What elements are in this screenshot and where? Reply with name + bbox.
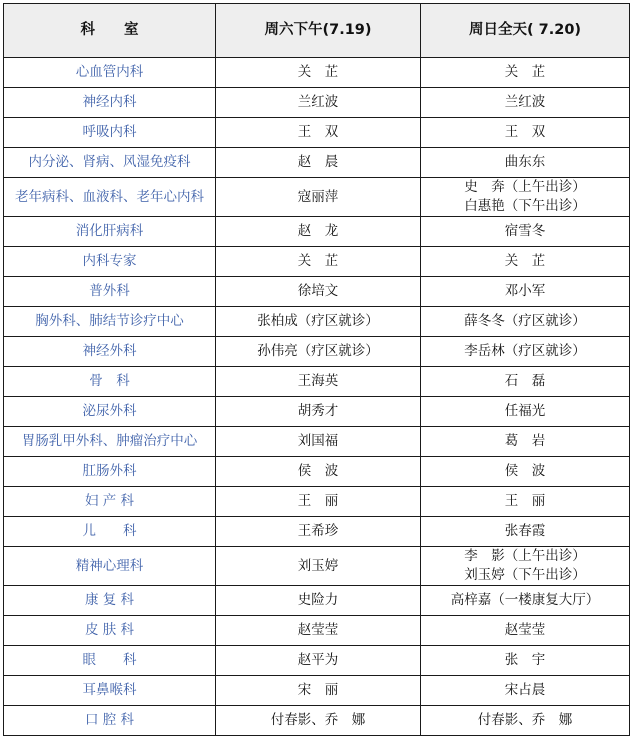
sunday-doctor-cell — [421, 646, 630, 676]
doctor-name: 关 芷 — [504, 64, 546, 80]
saturday-doctor-cell — [216, 337, 421, 367]
doctor-name: 宋 丽 — [297, 682, 339, 698]
doctor-name: 王 丽 — [504, 493, 546, 509]
doctor-name: 任福光 — [504, 403, 546, 419]
doctor-name: 李岳林（疗区就诊） — [464, 343, 586, 359]
doctor-name: 兰红波 — [297, 94, 339, 110]
department-cell: 胸外科、肺结节诊疗中心 — [4, 307, 216, 337]
doctor-name: 宿雪冬 — [504, 223, 546, 239]
sunday-doctor-cell — [421, 586, 630, 616]
sunday-doctor-cell — [421, 616, 630, 646]
sunday-doctor-cell — [421, 58, 630, 88]
doctor-name: 兰红波 — [504, 94, 546, 110]
doctor-name: 张柏成（疗区就诊） — [257, 313, 379, 329]
table-row — [4, 307, 630, 337]
department-cell: 呼吸内科 — [4, 118, 216, 148]
saturday-doctor-cell — [216, 118, 421, 148]
doctor-name: 孙伟亮（疗区就诊） — [257, 343, 379, 359]
sunday-doctor-cell — [421, 397, 630, 427]
doctor-name: 付春影、乔 娜 — [270, 712, 366, 728]
sunday-doctor-cell — [421, 487, 630, 517]
table-row — [4, 517, 630, 547]
saturday-doctor-cell — [216, 217, 421, 247]
saturday-doctor-cell — [216, 277, 421, 307]
doctor-name: 赵莹莹 — [504, 622, 546, 638]
doctor-name: 刘玉婷 — [297, 557, 339, 574]
doctor-name: 张 宇 — [504, 652, 546, 668]
department-cell: 内分泌、肾病、风湿免疫科 — [4, 148, 216, 178]
saturday-doctor-cell — [216, 247, 421, 277]
doctor-name: 赵 龙 — [297, 223, 339, 239]
saturday-doctor-cell — [216, 457, 421, 487]
saturday-doctor-cell — [216, 547, 421, 586]
saturday-doctor-cell — [216, 616, 421, 646]
department-cell: 心血管内科 — [4, 58, 216, 88]
doctor-name: 关 芷 — [297, 253, 339, 269]
header-department: 科 室 — [4, 4, 216, 58]
department-cell: 老年病科、血液科、老年心内科 — [4, 178, 216, 217]
header-row — [4, 4, 630, 58]
doctor-name: 赵 晨 — [297, 154, 339, 170]
header-sunday-all-day: 周日全天( 7.20) — [421, 4, 630, 58]
sunday-doctor-cell — [421, 217, 630, 247]
table-row — [4, 367, 630, 397]
duty-schedule-table — [3, 3, 630, 736]
department-cell: 消化肝病科 — [4, 217, 216, 247]
saturday-doctor-cell — [216, 397, 421, 427]
department-cell: 皮 肤 科 — [4, 616, 216, 646]
sunday-doctor-cell — [421, 337, 630, 367]
saturday-doctor-cell — [216, 307, 421, 337]
doctor-name: 关 芷 — [504, 253, 546, 269]
table-row — [4, 427, 630, 457]
sunday-doctor-cell — [421, 277, 630, 307]
saturday-doctor-cell — [216, 646, 421, 676]
saturday-doctor-cell — [216, 367, 421, 397]
doctor-name: 侯 波 — [504, 463, 546, 479]
sunday-doctor-cell — [421, 247, 630, 277]
sunday-doctor-cell — [421, 427, 630, 457]
table-row — [4, 118, 630, 148]
doctor-name: 赵莹莹 — [297, 622, 339, 638]
doctor-name: 宋占晨 — [504, 682, 546, 698]
table-row — [4, 217, 630, 247]
saturday-doctor-cell — [216, 58, 421, 88]
doctor-name: 张春霞 — [504, 523, 546, 539]
doctor-name: 王海英 — [297, 373, 339, 389]
department-cell: 妇 产 科 — [4, 487, 216, 517]
table-row — [4, 58, 630, 88]
department-cell: 康 复 科 — [4, 586, 216, 616]
table-row — [4, 88, 630, 118]
doctor-name: 石 磊 — [504, 373, 546, 389]
sunday-doctor-cell — [421, 178, 630, 217]
doctor-name: 付春影、乔 娜 — [477, 712, 573, 728]
department-cell: 眼 科 — [4, 646, 216, 676]
saturday-doctor-cell — [216, 88, 421, 118]
doctor-name: 寇丽萍 — [297, 188, 339, 205]
department-cell: 神经外科 — [4, 337, 216, 367]
saturday-doctor-cell — [216, 148, 421, 178]
department-cell: 内科专家 — [4, 247, 216, 277]
doctor-name: 李 影（上午出诊） — [464, 548, 586, 564]
doctor-name: 王 双 — [297, 124, 339, 140]
table-row — [4, 457, 630, 487]
sunday-doctor-cell — [421, 307, 630, 337]
saturday-doctor-cell — [216, 676, 421, 706]
table-row — [4, 646, 630, 676]
department-cell: 普外科 — [4, 277, 216, 307]
table-row — [4, 277, 630, 307]
table-row — [4, 487, 630, 517]
table-row — [4, 616, 630, 646]
table-row — [4, 547, 630, 586]
doctor-name: 史险力 — [297, 592, 339, 608]
saturday-doctor-cell — [216, 178, 421, 217]
doctor-name: 白惠艳（下午出诊） — [464, 198, 586, 214]
sunday-doctor-cell — [421, 517, 630, 547]
doctor-name: 侯 波 — [297, 463, 339, 479]
sunday-doctor-cell — [421, 148, 630, 178]
department-cell: 耳鼻喉科 — [4, 676, 216, 706]
sunday-doctor-cell — [421, 457, 630, 487]
saturday-doctor-cell — [216, 427, 421, 457]
table-row — [4, 247, 630, 277]
doctor-name: 刘玉婷（下午出诊） — [464, 567, 586, 583]
doctor-name: 关 芷 — [297, 64, 339, 80]
saturday-doctor-cell — [216, 706, 421, 736]
doctor-name: 王希珍 — [297, 523, 339, 539]
sunday-doctor-cell — [421, 367, 630, 397]
header-saturday-afternoon: 周六下午(7.19) — [216, 4, 421, 58]
doctor-name: 赵平为 — [297, 652, 339, 668]
department-cell: 神经内科 — [4, 88, 216, 118]
sunday-doctor-cell — [421, 547, 630, 586]
sunday-doctor-cell — [421, 706, 630, 736]
department-cell: 儿 科 — [4, 517, 216, 547]
doctor-name: 高梓嘉（一楼康复大厅） — [450, 592, 600, 608]
table-row — [4, 148, 630, 178]
doctor-name: 薛冬冬（疗区就诊） — [464, 313, 586, 329]
doctor-name: 邓小军 — [504, 283, 546, 299]
sunday-doctor-cell — [421, 88, 630, 118]
doctor-name: 葛 岩 — [504, 433, 546, 449]
department-cell: 泌尿外科 — [4, 397, 216, 427]
table-row — [4, 337, 630, 367]
department-cell: 骨 科 — [4, 367, 216, 397]
department-cell: 肛肠外科 — [4, 457, 216, 487]
table-row — [4, 706, 630, 736]
table-row — [4, 397, 630, 427]
doctor-name: 王 丽 — [297, 493, 339, 509]
department-cell: 胃肠乳甲外科、肿瘤治疗中心 — [4, 427, 216, 457]
doctor-name: 刘国福 — [297, 433, 339, 449]
table-row — [4, 586, 630, 616]
doctor-name: 曲东东 — [504, 154, 546, 170]
doctor-name: 王 双 — [504, 124, 546, 140]
saturday-doctor-cell — [216, 487, 421, 517]
saturday-doctor-cell — [216, 517, 421, 547]
schedule-body — [4, 58, 630, 736]
doctor-name: 胡秀才 — [297, 403, 339, 419]
doctor-name: 史 奔（上午出诊） — [464, 179, 586, 195]
department-cell: 精神心理科 — [4, 547, 216, 586]
sunday-doctor-cell — [421, 118, 630, 148]
doctor-name: 徐培文 — [297, 283, 339, 299]
department-cell: 口 腔 科 — [4, 706, 216, 736]
table-row — [4, 178, 630, 217]
sunday-doctor-cell — [421, 676, 630, 706]
table-row — [4, 676, 630, 706]
saturday-doctor-cell — [216, 586, 421, 616]
